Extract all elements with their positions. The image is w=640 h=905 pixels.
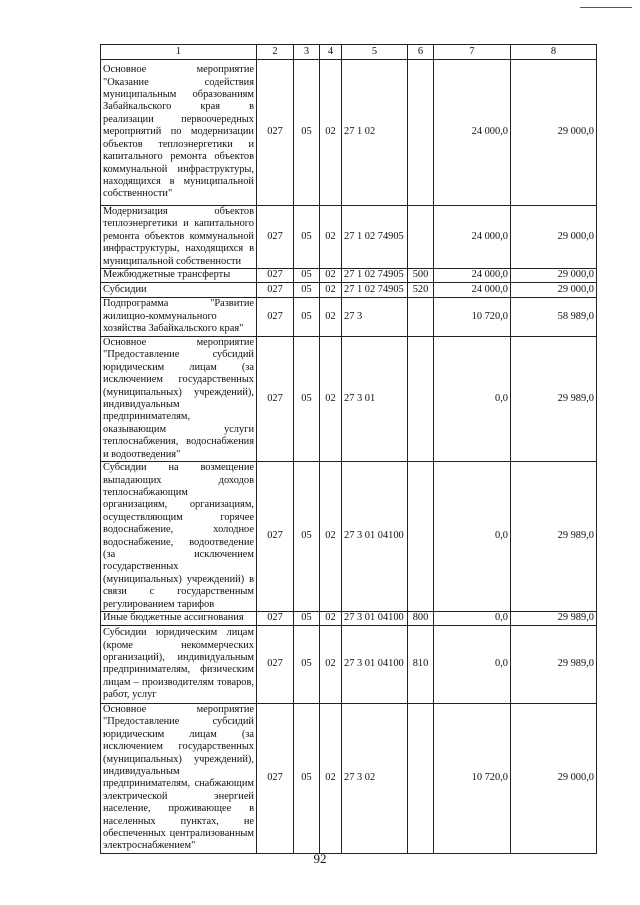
ministry-code-cell: 027 [257, 703, 294, 853]
amount-year-1-cell: 0,0 [434, 462, 511, 612]
table-row [101, 283, 597, 298]
ministry-code-cell: 027 [257, 60, 294, 206]
row-name-cell: Модернизация объектов теплоэнергетики и капитального ремонта объектов коммунальной инфраструктуры, находящихся в муниципальной собственности [101, 206, 257, 269]
target-article-cell: 27 3 01 04100 [342, 625, 408, 703]
table-row [101, 206, 597, 269]
amount-year-2-cell: 29 000,0 [511, 703, 597, 853]
subsection-code-cell: 02 [320, 611, 342, 625]
amount-year-1-cell: 10 720,0 [434, 298, 511, 337]
amount-year-2-cell: 29 000,0 [511, 283, 597, 298]
subsection-code-cell: 02 [320, 269, 342, 283]
subsection-code-cell: 02 [320, 337, 342, 462]
table-row [101, 462, 597, 612]
ministry-code-cell: 027 [257, 462, 294, 612]
row-name-cell: Основное мероприятие "Оказание содействия муниципальным образованиям Забайкальского края в реализации первоочередных мероприятий по модернизации объектов теплоэнергетики и капитального ремонта объектов коммунальной инфраструктуры, находящихся в муниципальной собственности" [101, 60, 257, 206]
target-article-cell: 27 1 02 74905 [342, 283, 408, 298]
section-code-cell: 05 [294, 60, 320, 206]
page-number: 92 [313, 851, 327, 866]
row-name-cell: Основное мероприятие "Предоставление субсидий юридическим лицам (за исключением государственных (муниципальных) учреждений), индивидуальным предпринимателям, оказывающим услуги теплоснабжения, водоснабжения и водоотведения" [101, 337, 257, 462]
ministry-code-cell: 027 [257, 611, 294, 625]
header-col-2: 2 [257, 45, 294, 60]
ministry-code-cell: 027 [257, 269, 294, 283]
amount-year-2-cell: 29 000,0 [511, 206, 597, 269]
header-col-4: 4 [320, 45, 342, 60]
expense-type-cell: 810 [408, 625, 434, 703]
ministry-code-cell: 027 [257, 337, 294, 462]
amount-year-1-cell: 10 720,0 [434, 703, 511, 853]
amount-year-1-cell: 0,0 [434, 337, 511, 462]
expense-type-cell [408, 337, 434, 462]
section-code-cell: 05 [294, 269, 320, 283]
ministry-code-cell: 027 [257, 283, 294, 298]
target-article-cell: 27 1 02 74905 [342, 206, 408, 269]
amount-year-2-cell: 29 989,0 [511, 337, 597, 462]
ministry-code-cell: 027 [257, 298, 294, 337]
target-article-cell: 27 3 02 [342, 703, 408, 853]
amount-year-1-cell: 0,0 [434, 611, 511, 625]
row-name-cell: Субсидии [101, 283, 257, 298]
amount-year-2-cell: 29 000,0 [511, 60, 597, 206]
table-row [101, 625, 597, 703]
subsection-code-cell: 02 [320, 206, 342, 269]
table-row [101, 269, 597, 283]
section-code-cell: 05 [294, 337, 320, 462]
target-article-cell: 27 3 01 04100 [342, 611, 408, 625]
target-article-cell: 27 1 02 74905 [342, 269, 408, 283]
table-row [101, 60, 597, 206]
amount-year-2-cell: 29 989,0 [511, 611, 597, 625]
header-col-8: 8 [511, 45, 597, 60]
section-code-cell: 05 [294, 298, 320, 337]
budget-table [100, 44, 597, 854]
header-col-7: 7 [434, 45, 511, 60]
amount-year-1-cell: 24 000,0 [434, 206, 511, 269]
amount-year-1-cell: 0,0 [434, 625, 511, 703]
section-code-cell: 05 [294, 625, 320, 703]
header-col-5: 5 [342, 45, 408, 60]
ministry-code-cell: 027 [257, 206, 294, 269]
row-name-cell: Подпрограмма "Развитие жилищно-коммунального хозяйства Забайкальского края" [101, 298, 257, 337]
section-code-cell: 05 [294, 283, 320, 298]
table-row [101, 337, 597, 462]
header-col-1: 1 [101, 45, 257, 60]
table-header-row [101, 45, 597, 60]
amount-year-2-cell: 29 989,0 [511, 625, 597, 703]
table-row [101, 703, 597, 853]
amount-year-2-cell: 58 989,0 [511, 298, 597, 337]
subsection-code-cell: 02 [320, 283, 342, 298]
target-article-cell: 27 3 01 04100 [342, 462, 408, 612]
table-body [101, 60, 597, 854]
expense-type-cell: 800 [408, 611, 434, 625]
amount-year-1-cell: 24 000,0 [434, 269, 511, 283]
expense-type-cell [408, 462, 434, 612]
expense-type-cell: 500 [408, 269, 434, 283]
subsection-code-cell: 02 [320, 703, 342, 853]
amount-year-1-cell: 24 000,0 [434, 283, 511, 298]
row-name-cell: Межбюджетные трансферты [101, 269, 257, 283]
target-article-cell: 27 3 [342, 298, 408, 337]
amount-year-1-cell: 24 000,0 [434, 60, 511, 206]
target-article-cell: 27 1 02 [342, 60, 408, 206]
expense-type-cell [408, 60, 434, 206]
expense-type-cell [408, 206, 434, 269]
expense-type-cell [408, 298, 434, 337]
header-col-3: 3 [294, 45, 320, 60]
header-col-6: 6 [408, 45, 434, 60]
subsection-code-cell: 02 [320, 60, 342, 206]
expense-type-cell: 520 [408, 283, 434, 298]
amount-year-2-cell: 29 000,0 [511, 269, 597, 283]
subsection-code-cell: 02 [320, 298, 342, 337]
table-row [101, 611, 597, 625]
row-name-cell: Субсидии юридическим лицам (кроме некоммерческих организаций), индивидуальным предпринимателям, физическим лицам – производителям товаров, работ, услуг [101, 625, 257, 703]
section-code-cell: 05 [294, 206, 320, 269]
subsection-code-cell: 02 [320, 625, 342, 703]
subsection-code-cell: 02 [320, 462, 342, 612]
ministry-code-cell: 027 [257, 625, 294, 703]
row-name-cell: Основное мероприятие "Предоставление субсидий юридическим лицам (за исключением государственных (муниципальных) учреждений), индивидуальным предпринимателям, снабжающим электрической энергией население, проживающее в населенных пунктах, не обеспеченных централизованным электроснабжением" [101, 703, 257, 853]
section-code-cell: 05 [294, 703, 320, 853]
section-code-cell: 05 [294, 462, 320, 612]
table-row [101, 298, 597, 337]
amount-year-2-cell: 29 989,0 [511, 462, 597, 612]
expense-type-cell [408, 703, 434, 853]
row-name-cell: Иные бюджетные ассигнования [101, 611, 257, 625]
section-code-cell: 05 [294, 611, 320, 625]
target-article-cell: 27 3 01 [342, 337, 408, 462]
row-name-cell: Субсидии на возмещение выпадающих доходов теплоснабжающим организациям, организациям, осуществляющим горячее водоснабжение, холодное водоснабжение, водоотведение (за исключением государственных (муниципальных) учреждений) в связи с государственным регулированием тарифов [101, 462, 257, 612]
page-corner-rule [580, 7, 632, 8]
